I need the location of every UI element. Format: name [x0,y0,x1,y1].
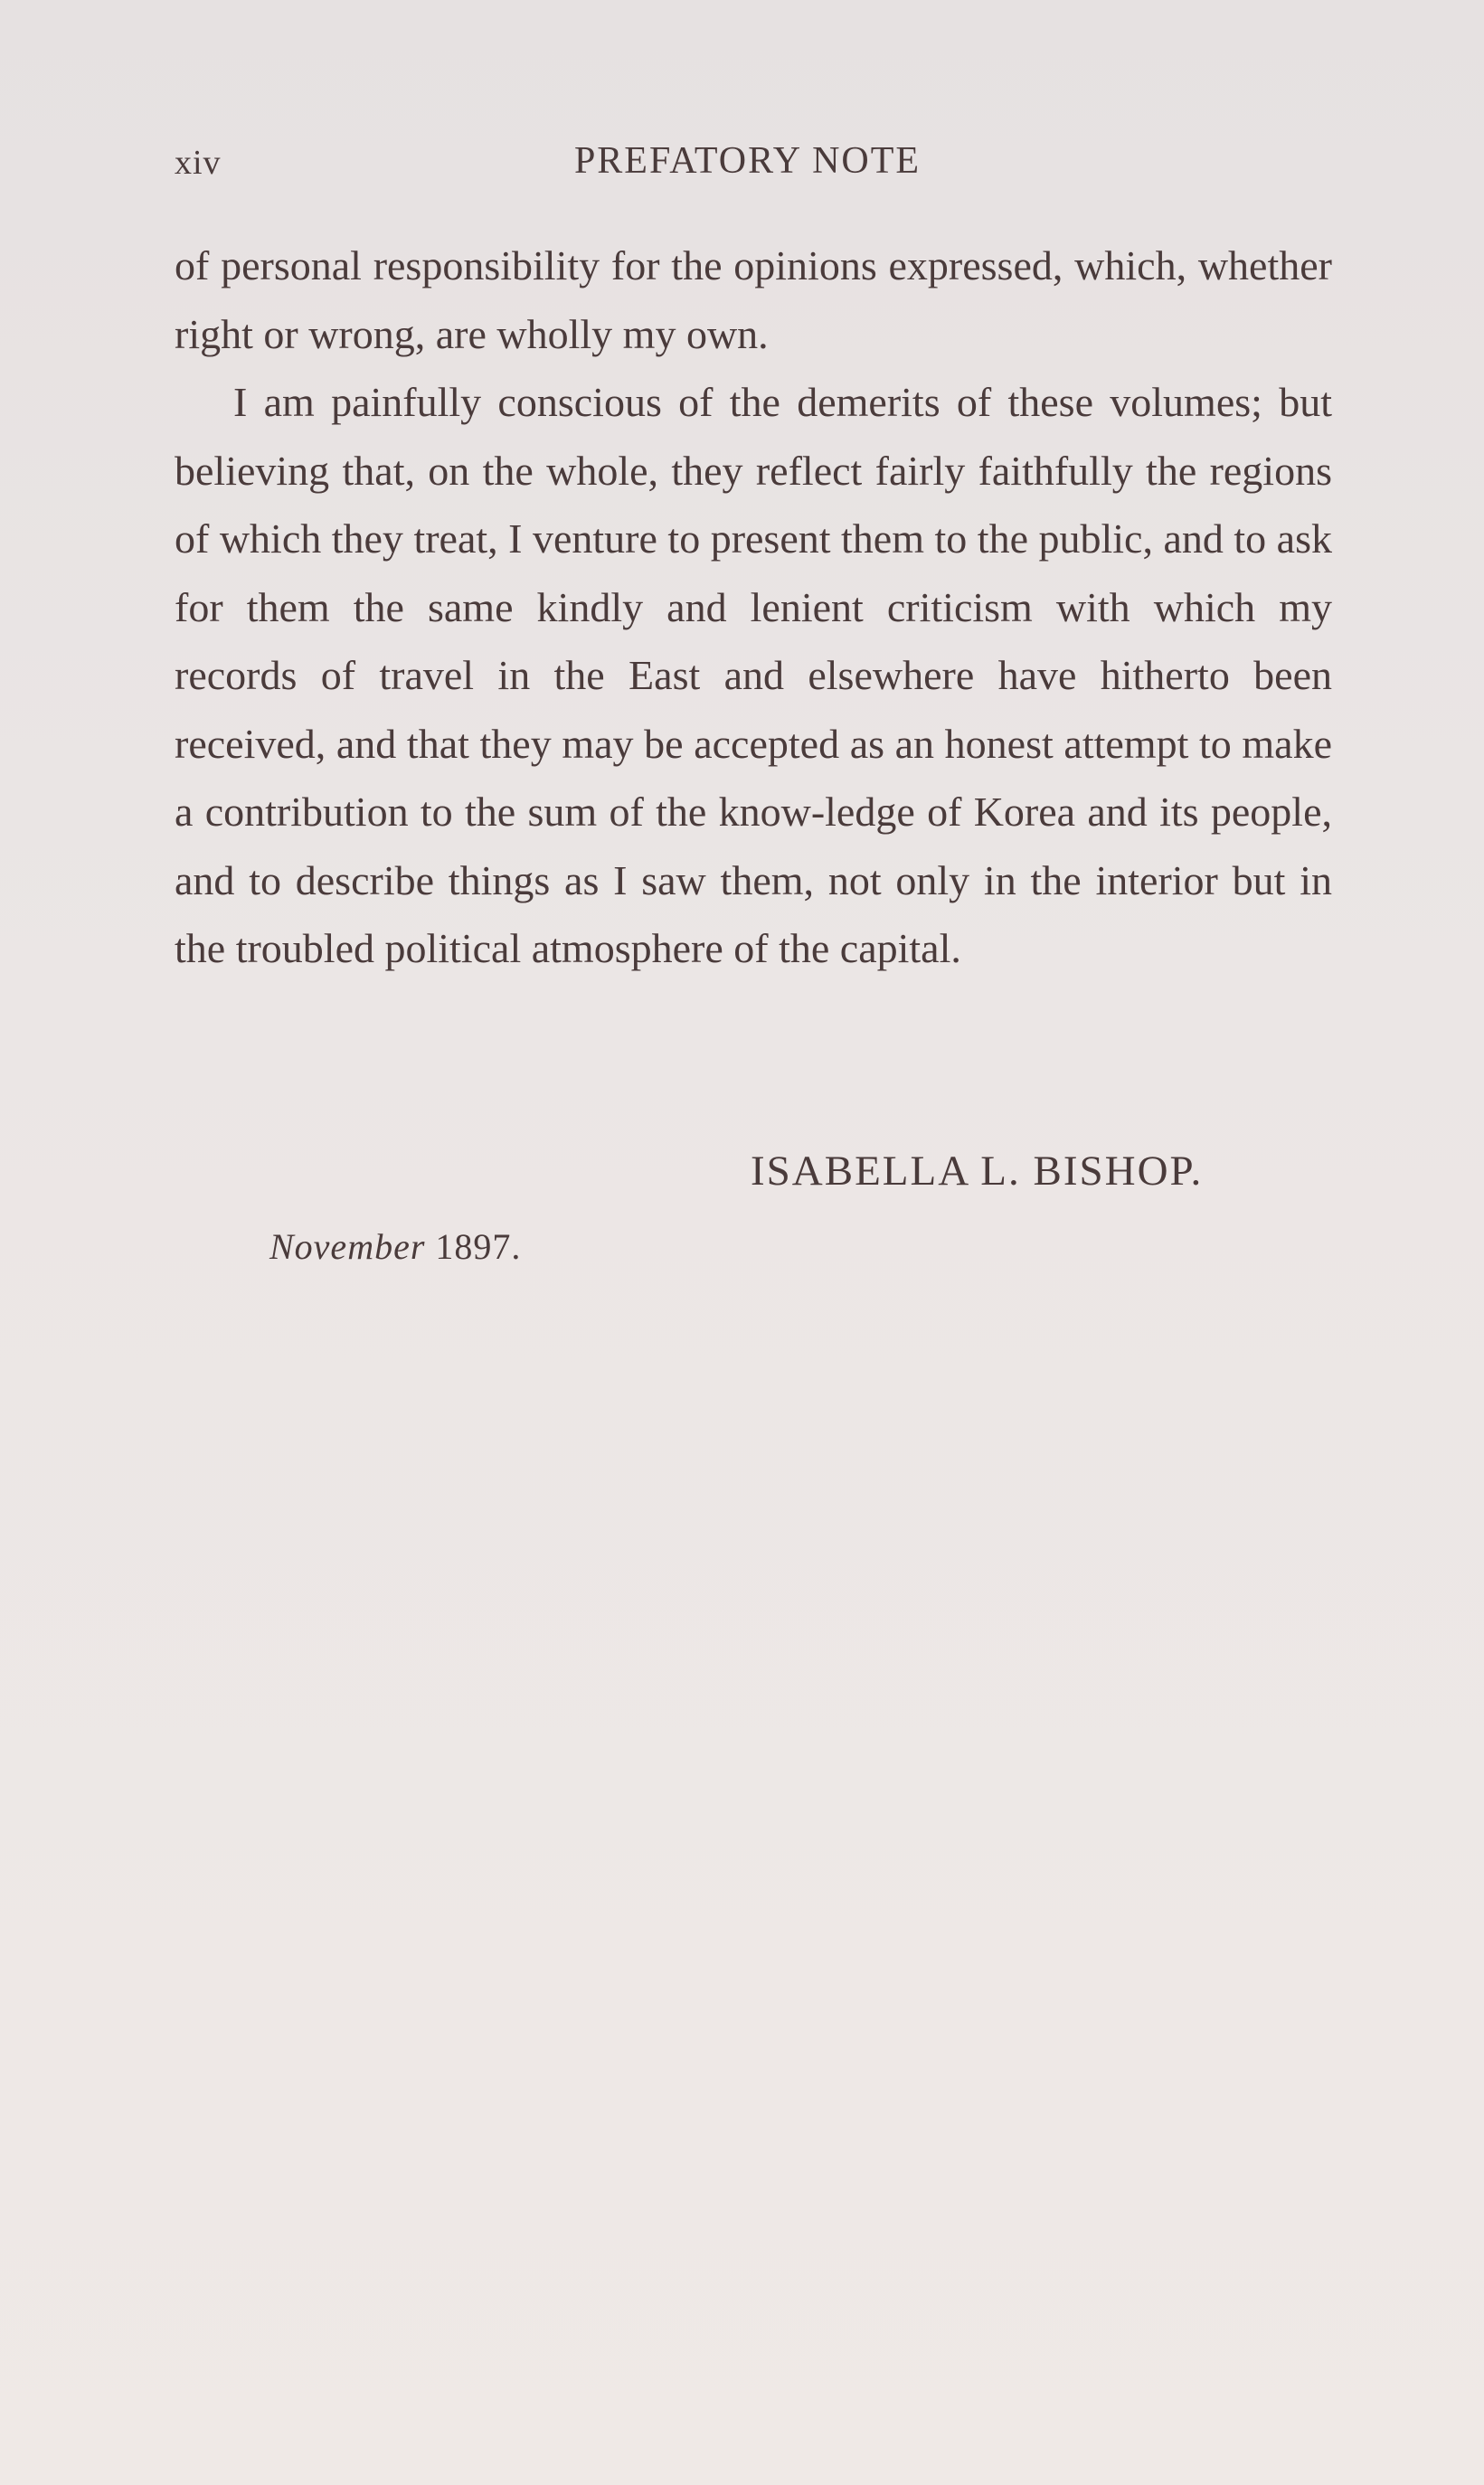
paragraph: I am painfully conscious of the demerits of these volumes; but believing that, on the whole, they reflect fairly faithfully the regions of which they treat, I venture to present them to the public, and to ask for them the same kindly and lenient criticism with which my records of travel in the East and elsewhere have hitherto been received, and that they may be accepted as an honest attempt to make a contribution to the sum of the know-ledge of Korea and its people, and to describe things as I saw them, not only in the interior but in the troubled political atmosphere of the capital. [175,379,1332,971]
body-text [175,231,1332,983]
date-year: 1897. [435,1226,522,1267]
author-signature: ISABELLA L. BISHOP. [751,1148,1204,1195]
paragraph-continuation: of personal responsibility for the opinions expressed, which, whether right or wrong, are wholly my own. [175,242,1332,357]
running-title: PREFATORY NOTE [573,140,922,182]
dateline [269,1225,521,1268]
page-number: xiv [175,144,222,182]
running-head [175,136,1332,199]
date-month: November [269,1226,426,1267]
